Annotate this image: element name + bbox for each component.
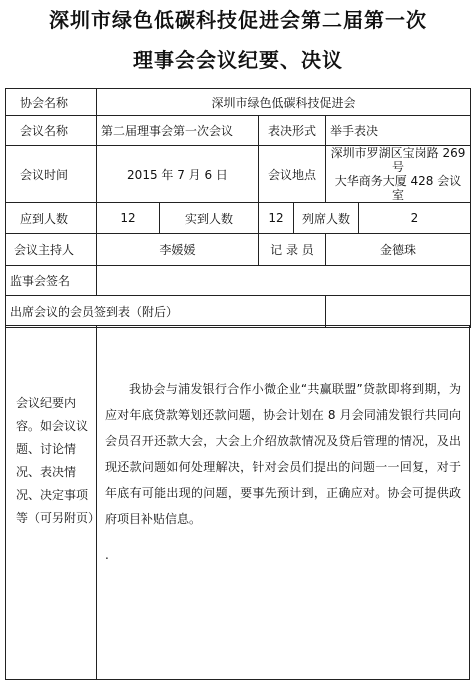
recorder-label: 记 录 员 xyxy=(259,234,326,266)
meeting-name-value: 第二届理事会第一次会议 xyxy=(97,116,259,146)
association-value: 深圳市绿色低碳科技促进会 xyxy=(97,89,471,116)
meeting-time-label: 会议时间 xyxy=(6,146,97,203)
attendee-count-value: 2 xyxy=(359,203,471,234)
meeting-place-line1: 深圳市罗湖区宝岗路 269 号 xyxy=(330,146,466,174)
attendee-count-label: 列席人数 xyxy=(294,203,359,234)
vote-form-label: 表决形式 xyxy=(259,116,326,146)
meeting-time-value: 2015 年 7 月 6 日 xyxy=(97,146,259,203)
document-title-line2: 理事会会议纪要、决议 xyxy=(133,48,343,72)
signin-sheet-label: 出席会议的会员签到表（附后） xyxy=(6,296,326,328)
minutes-content-box xyxy=(5,325,470,680)
actual-count-label: 实到人数 xyxy=(160,203,259,234)
association-label: 协会名称 xyxy=(6,89,97,116)
minutes-paragraph: 我协会与浦发银行合作小微企业“共赢联盟”贷款即将到期，为应对年底贷款筹划还款问题，协会计划在 8 月会同浦发银行共同向会员召开还款大会，大会上介绍放款情况及贷后管理的情况，及出现还款问题如何处理解决，针对会员们提出的问题一一回复，对于年底有可能出现的问题，要事先预计到，正确应对。协会可提供政府项目补贴信息。 xyxy=(105,382,461,526)
recorder-value: 金德珠 xyxy=(326,234,471,266)
supervisor-signature-label: 监事会签名 xyxy=(6,266,97,296)
host-label: 会议主持人 xyxy=(6,234,97,266)
supervisor-signature-field xyxy=(97,266,471,296)
expected-count-value: 12 xyxy=(97,203,160,234)
actual-count-value: 12 xyxy=(259,203,294,234)
meeting-info-table xyxy=(5,88,471,328)
meeting-place-value xyxy=(326,146,471,203)
minutes-content-label: 会议纪要内容。如会议议题、讨论情况、表决情况、决定事项等（可另附页） xyxy=(6,326,97,679)
document-title-line1: 深圳市绿色低碳科技促进会第二届第一次 xyxy=(49,8,427,32)
host-value: 李媛媛 xyxy=(97,234,259,266)
meeting-name-label: 会议名称 xyxy=(6,116,97,146)
signin-sheet-field xyxy=(326,296,471,328)
minutes-content-text xyxy=(97,326,469,679)
minutes-trailing-mark: . xyxy=(105,548,109,562)
expected-count-label: 应到人数 xyxy=(6,203,97,234)
meeting-place-label: 会议地点 xyxy=(259,146,326,203)
vote-form-value: 举手表决 xyxy=(326,116,471,146)
meeting-place-line2: 大华商务大厦 428 会议室 xyxy=(334,174,462,202)
